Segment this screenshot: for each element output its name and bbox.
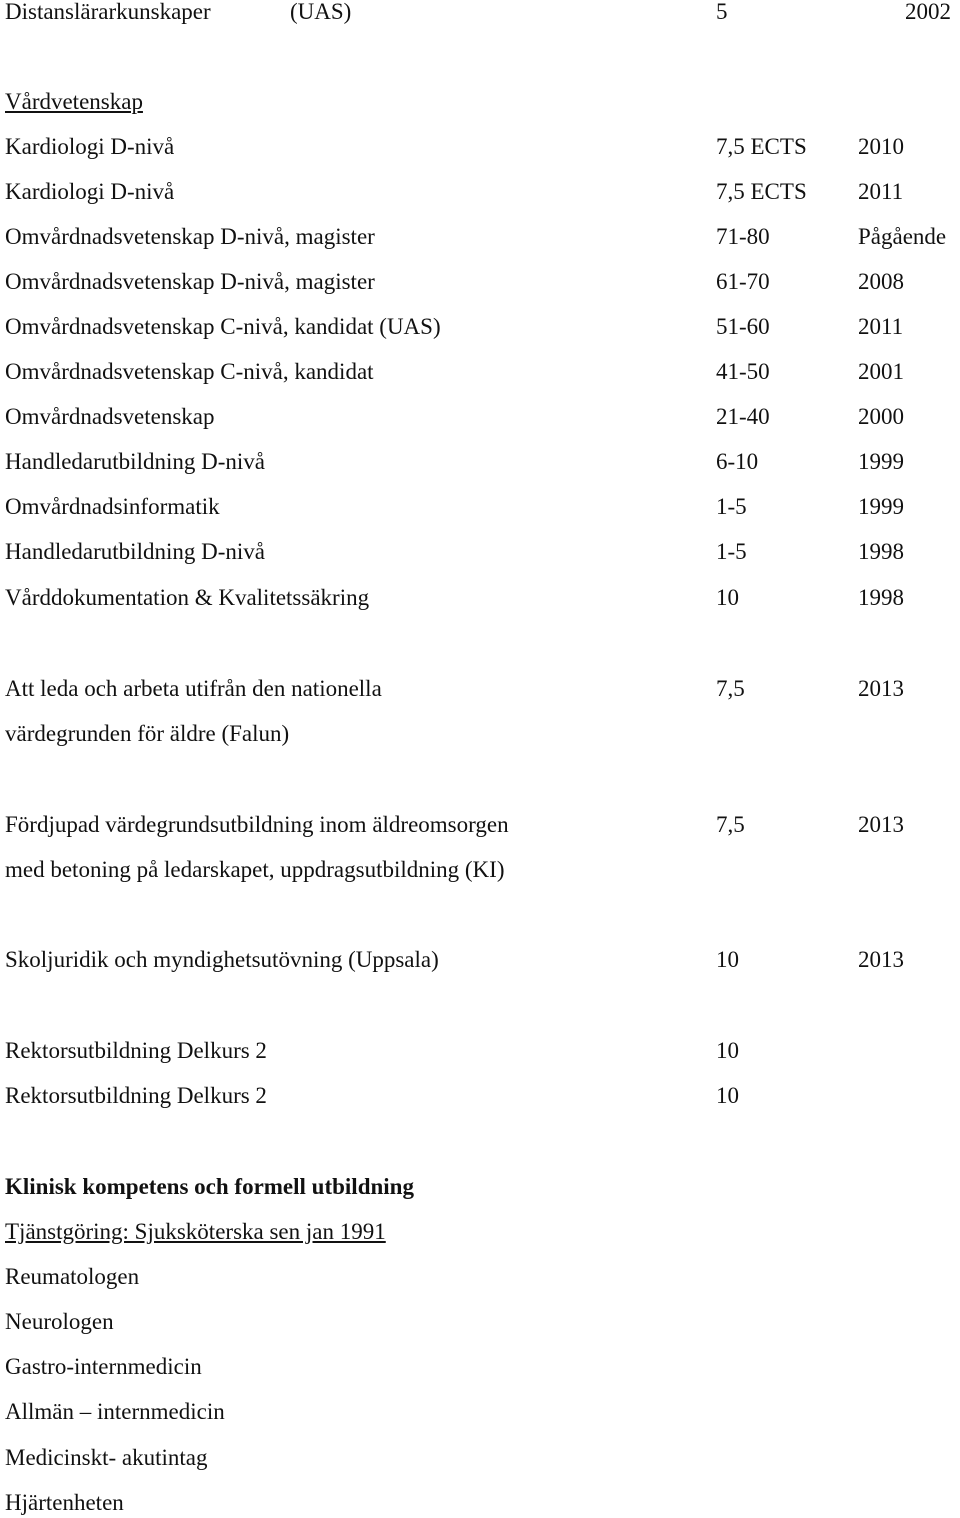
course-name: Kardiologi D-nivå <box>5 179 175 204</box>
course-row <box>5 492 955 522</box>
course-row <box>5 177 955 207</box>
course-credits: 7,5 <box>716 676 745 701</box>
section-subheading-service <box>5 1217 955 1247</box>
clinic-item <box>5 1262 955 1292</box>
course-credits: 10 <box>716 1083 739 1108</box>
clinic-item <box>5 1352 955 1382</box>
course-year: 2013 <box>858 676 904 701</box>
course-year: Pågående <box>858 224 947 249</box>
course-credits: 6-10 <box>716 449 759 474</box>
top-row-credits: 5 <box>716 0 728 24</box>
course-name: Rektorsutbildning Delkurs 2 <box>5 1038 267 1063</box>
course-year: 2001 <box>858 359 904 384</box>
course-name: Omvårdnadsvetenskap C-nivå, kandidat (UAS) <box>5 314 441 339</box>
course-row-fordjupad <box>5 810 955 840</box>
course-row-varde <box>5 674 955 704</box>
course-credits: 7,5 ECTS <box>716 134 807 159</box>
course-year: 2000 <box>858 404 904 429</box>
course-name: Omvårdnadsinformatik <box>5 494 220 519</box>
top-row-org: (UAS) <box>290 0 352 24</box>
course-row <box>5 357 955 387</box>
course-name: Kardiologi D-nivå <box>5 134 175 159</box>
course-row-varde-cont <box>5 719 955 749</box>
clinic-name: Hjärtenheten <box>5 1490 124 1515</box>
top-row-title: Distanslärarkunskaper <box>5 0 211 24</box>
course-name: Rektorsutbildning Delkurs 2 <box>5 1083 267 1108</box>
course-row <box>5 222 955 252</box>
section-heading-vardvetenskap <box>5 87 955 117</box>
course-row <box>5 402 955 432</box>
course-name: Omvårdnadsvetenskap C-nivå, kandidat <box>5 359 374 384</box>
course-row-rektor <box>5 1036 955 1066</box>
course-name-line2: värdegrunden för äldre (Falun) <box>5 721 290 746</box>
course-credits: 7,5 ECTS <box>716 179 807 204</box>
course-credits: 21-40 <box>716 404 770 429</box>
course-year: 2013 <box>858 947 904 972</box>
course-row-skoljuridik <box>5 945 955 975</box>
section-heading-clinical <box>5 1172 955 1202</box>
course-row <box>5 267 955 297</box>
course-name: Handledarutbildning D-nivå <box>5 539 265 564</box>
clinic-name: Allmän – internmedicin <box>5 1399 225 1424</box>
course-row <box>5 447 955 477</box>
course-year: 1998 <box>858 539 904 564</box>
clinic-name: Neurologen <box>5 1309 114 1334</box>
course-name-line1: Att leda och arbeta utifrån den nationella <box>5 676 382 701</box>
course-row <box>5 583 955 613</box>
top-row <box>5 0 955 27</box>
course-name: Omvårdnadsvetenskap <box>5 404 215 429</box>
section-subheading-text: Tjänstgöring: Sjuksköterska sen jan 1991 <box>5 1219 386 1244</box>
course-credits: 10 <box>716 1038 739 1063</box>
course-row <box>5 537 955 567</box>
clinic-item <box>5 1443 955 1473</box>
course-name: Handledarutbildning D-nivå <box>5 449 265 474</box>
course-year: 2011 <box>858 314 904 339</box>
course-credits: 10 <box>716 585 739 610</box>
course-credits: 10 <box>716 947 739 972</box>
course-credits: 1-5 <box>716 539 747 564</box>
course-name: Vårddokumentation & Kvalitetssäkring <box>5 585 370 610</box>
course-year: 1999 <box>858 494 904 519</box>
course-row-fordjupad-cont <box>5 855 955 885</box>
clinic-item <box>5 1397 955 1427</box>
clinic-name: Medicinskt- akutintag <box>5 1445 208 1470</box>
course-name-line2: med betoning på ledarskapet, uppdragsutbildning (KI) <box>5 857 505 882</box>
course-year: 1998 <box>858 585 904 610</box>
course-credits: 7,5 <box>716 812 745 837</box>
course-row <box>5 132 955 162</box>
clinic-name: Gastro-internmedicin <box>5 1354 202 1379</box>
course-row-rektor <box>5 1081 955 1111</box>
course-credits: 1-5 <box>716 494 747 519</box>
section-heading-text: Klinisk kompetens och formell utbildning <box>5 1174 414 1199</box>
course-credits: 71-80 <box>716 224 770 249</box>
course-credits: 41-50 <box>716 359 770 384</box>
course-year: 2008 <box>858 269 904 294</box>
course-name-line1: Fördjupad värdegrundsutbildning inom äldreomsorgen <box>5 812 509 837</box>
section-heading-text: Vårdvetenskap <box>5 89 143 114</box>
course-year: 2011 <box>858 179 904 204</box>
course-year: 2010 <box>858 134 904 159</box>
course-year: 2013 <box>858 812 904 837</box>
clinic-name: Reumatologen <box>5 1264 140 1289</box>
course-credits: 61-70 <box>716 269 770 294</box>
course-name: Skoljuridik och myndighetsutövning (Uppsala) <box>5 947 439 972</box>
top-row-year: 2002 <box>905 0 951 24</box>
course-name: Omvårdnadsvetenskap D-nivå, magister <box>5 224 375 249</box>
clinic-item <box>5 1307 955 1337</box>
course-credits: 51-60 <box>716 314 770 339</box>
course-row <box>5 312 955 342</box>
course-name: Omvårdnadsvetenskap D-nivå, magister <box>5 269 375 294</box>
course-year: 1999 <box>858 449 904 474</box>
clinic-item <box>5 1488 955 1518</box>
